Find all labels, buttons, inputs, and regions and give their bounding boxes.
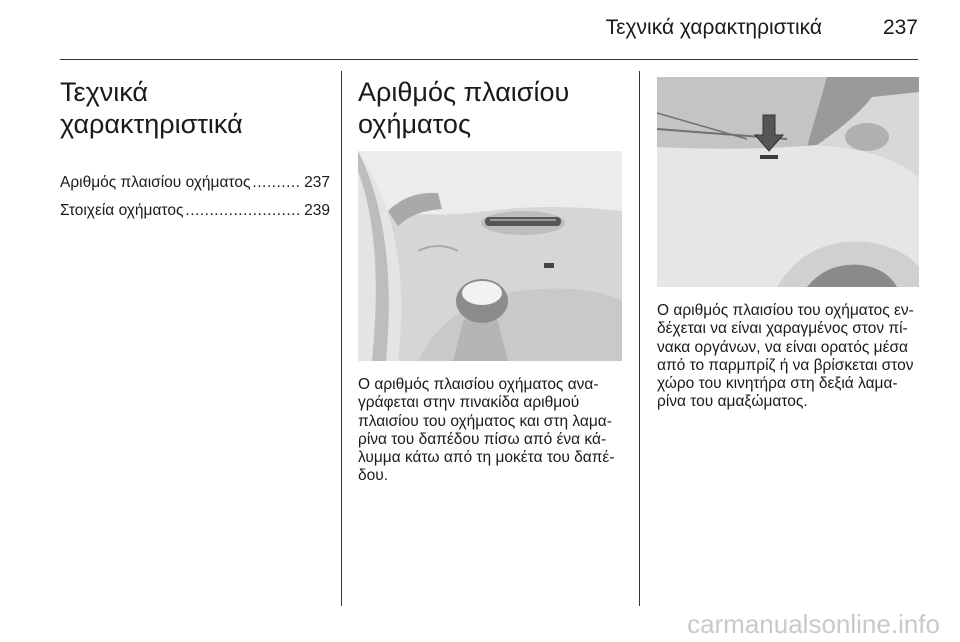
toc-entry-vehicle-data[interactable]: Στοιχεία οχήματος ..... 239 <box>60 202 330 230</box>
interior-floor-illustration <box>358 151 622 361</box>
chapter-contents <box>60 76 330 230</box>
vin-location-text-right: Ο αριθμός πλαισίου του οχήματος εν- δέχεται να είναι χαραγμένος στον πί- νακα οργάνων, να είναι ορατός μέσα από το παρμπρίζ ή να βρίσκεται στον χώρο του κινητήρα στη δεξιά λαμα- ρίνα του αμαξώματος. <box>657 302 914 411</box>
page-number: 237 <box>882 16 918 39</box>
section-title: Αριθμός πλαισίου οχήματος <box>358 77 570 139</box>
section-heading <box>358 76 624 140</box>
windscreen-drawing <box>657 77 919 287</box>
column-divider-right <box>639 71 640 606</box>
vin-plate-windscreen <box>760 155 778 159</box>
vin-plate-slot <box>485 217 561 226</box>
watermark: carmanualsonline.info <box>687 609 940 639</box>
vin-location-text-left: Ο αριθμός πλαισίου οχήματος ανα- γράφεται στην πινακίδα αριθμού πλαισίου του οχήματος και στη λαμα- ρίνα του δαπέδου πίσω από ένα κά- λυμμα κάτω από τη μοκέτα του δαπέ- δου. <box>358 376 615 485</box>
toc-leader <box>252 174 301 192</box>
column-divider-left <box>341 71 342 606</box>
chapter-title: Τεχνικά χαρακτηριστικά <box>60 77 243 139</box>
header-title: Τεχνικά χαρακτηριστικά <box>605 16 822 39</box>
interior-floor-drawing <box>358 151 622 361</box>
table-of-contents <box>60 174 330 230</box>
windscreen-illustration <box>657 77 919 287</box>
toc-entry-vin[interactable]: Αριθμός πλαισίου οχήματος ..... 237 <box>60 174 330 202</box>
toc-leader <box>185 202 301 220</box>
header-rule <box>60 59 918 60</box>
